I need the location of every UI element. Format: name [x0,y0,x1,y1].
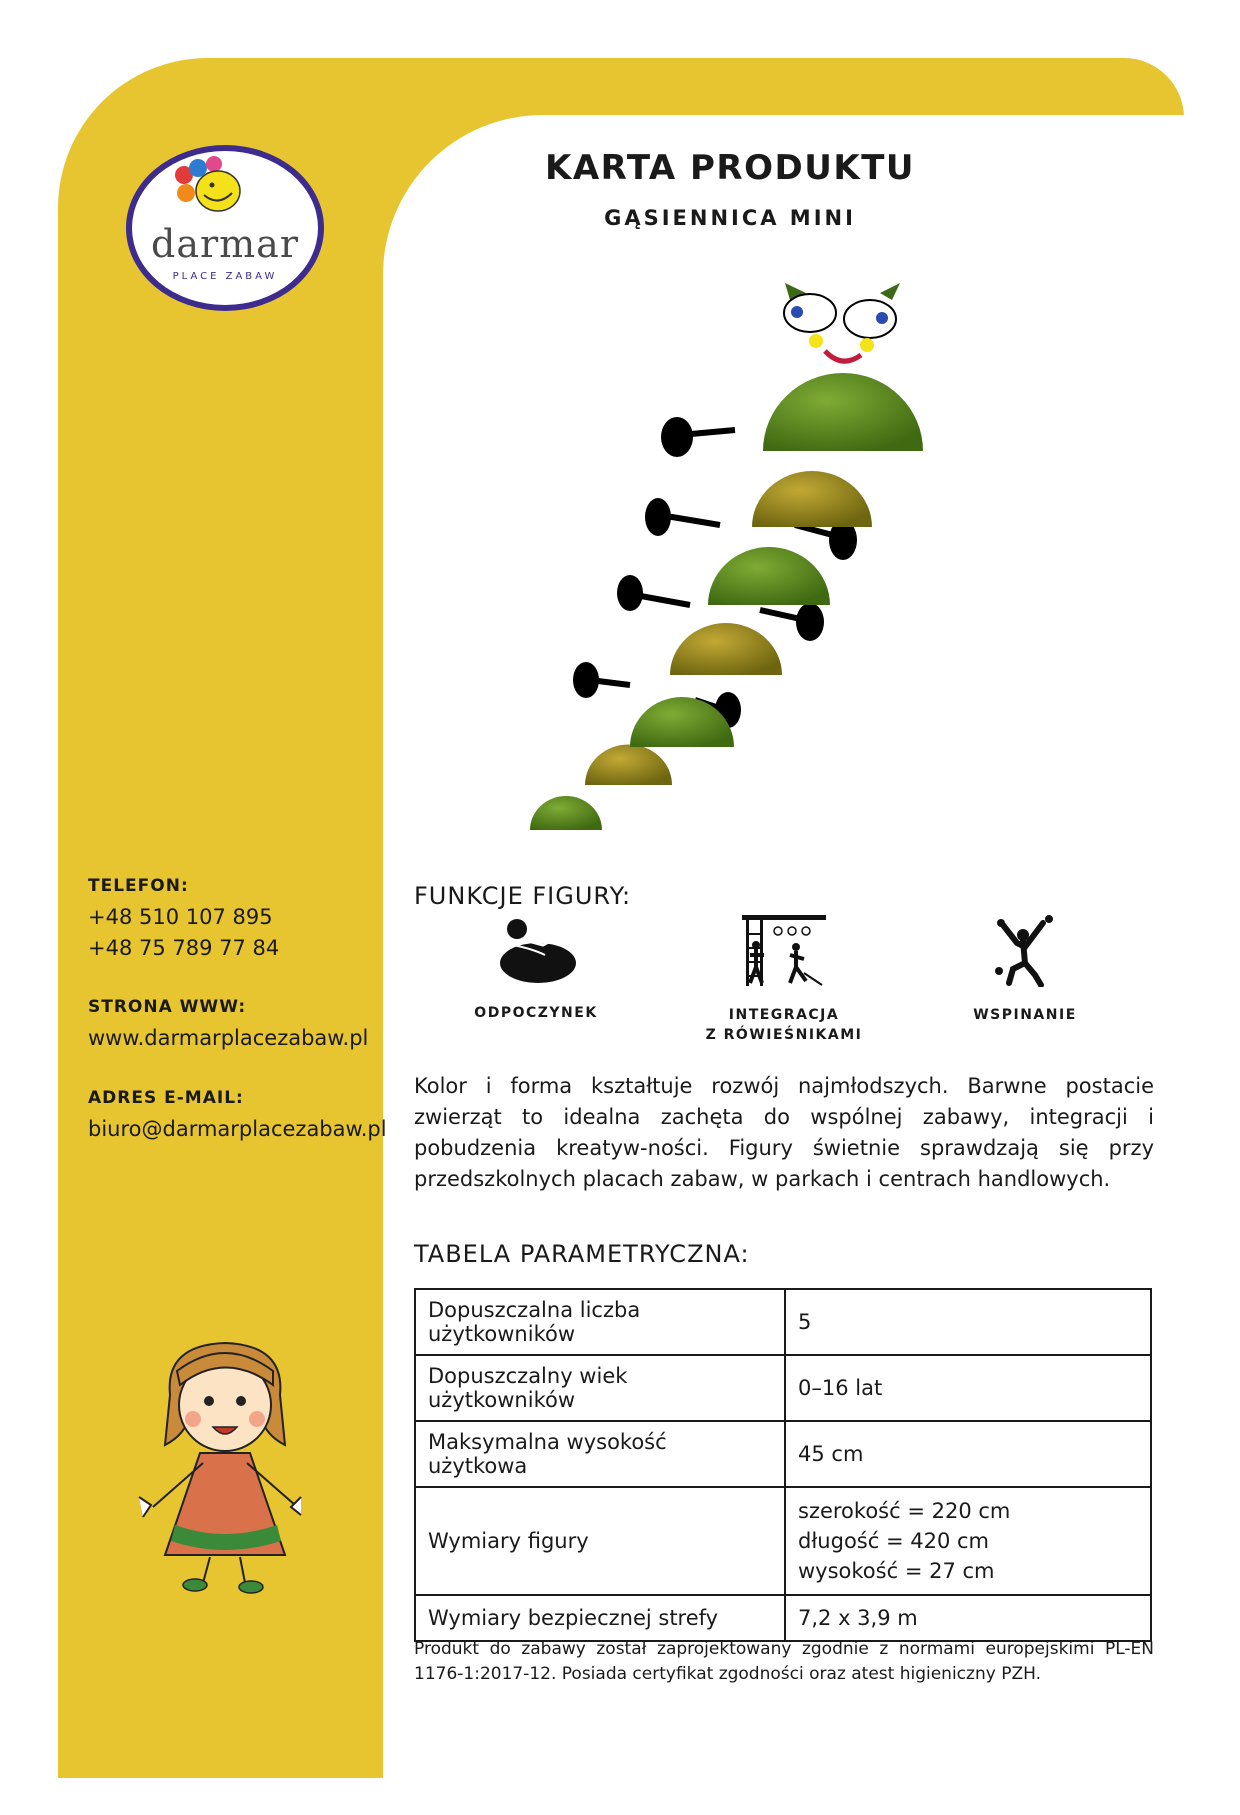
param-value: 45 cm [785,1421,1151,1487]
logo-wordmark: darmar [151,222,299,266]
function-integration [674,915,894,1045]
table-heading: TABELA PARAMETRYCZNA: [414,1240,750,1268]
table-row [415,1355,1151,1421]
param-value: 5 [785,1289,1151,1355]
girl-illustration [125,1335,325,1595]
email-label: ADRES E-MAIL: [88,1088,244,1108]
param-name: Maksymalna wysokość użytkowa [415,1421,785,1487]
param-value-line: szerokość = 220 cm [798,1499,1011,1523]
param-name: Wymiary bezpiecznej strefy [415,1595,785,1641]
param-name: Dopuszczalny wiek użytkowników [415,1355,785,1421]
function-rest-label: ODPOCZYNEK [474,1005,598,1021]
www-label: STRONA WWW: [88,997,247,1017]
function-integration-label-line2: Z RÓWIEŚNIKAMI [705,1027,863,1043]
caterpillar-product-image [520,275,960,840]
phone-number-2[interactable]: +48 75 789 77 84 [88,936,280,960]
table-row [415,1289,1151,1355]
table-row [415,1595,1151,1641]
param-value [785,1487,1151,1595]
functions-heading: FUNKCJE FIGURY: [414,882,632,910]
function-integration-label-line1: INTEGRACJA [728,1007,840,1023]
website-link[interactable]: www.darmarplacezabaw.pl [88,1026,369,1050]
function-integration-label [674,1005,894,1045]
function-rest [426,915,646,1023]
logo-tagline: PLACE ZABAW [172,271,278,282]
parameter-table [414,1288,1152,1642]
phone-number-1[interactable]: +48 510 107 895 [88,905,273,929]
function-climbing-label: WSPINANIE [973,1007,1077,1023]
certification-note: Produkt do zabawy został zaprojektowany zgodnie z normami europejskimi PL-EN 1176-1:2017-12. Posiada certyfikat zgodności oraz atest higieniczny PZH. [414,1639,1154,1684]
product-name: GĄSIENNICA MINI [604,206,856,230]
rest-icon [493,915,579,985]
email-link[interactable]: biuro@darmarplacezabaw.pl [88,1117,387,1141]
param-name: Dopuszczalna liczba użytkowników [415,1289,785,1355]
param-value: 0–16 lat [785,1355,1151,1421]
contact-www [88,997,368,1054]
contact-email [88,1088,387,1145]
product-description: Kolor i forma kształtuje rozwój najmłodszych. Barwne postacie zwierząt to idealna zachęta do wspólnej zabawy, integracji i pobudzenia kreatyw-ności. Figury świetnie sprawdzają się przy przedszkolnych placach zabaw, w parkach i centrach handlowych. [414,1074,1154,1191]
contact-phone [88,876,279,964]
darmar-logo [126,145,324,311]
param-value-line: długość = 420 cm [798,1529,989,1553]
param-value-line: wysokość = 27 cm [798,1559,995,1583]
param-value: 7,2 x 3,9 m [785,1595,1151,1641]
param-name: Wymiary figury [415,1487,785,1595]
table-row [415,1487,1151,1595]
table-row [415,1421,1151,1487]
integration-icon [742,915,826,987]
page-title: KARTA PRODUKTU [545,148,915,188]
function-climbing [915,915,1135,1025]
climbing-icon [995,915,1055,987]
phone-label: TELEFON: [88,876,189,896]
